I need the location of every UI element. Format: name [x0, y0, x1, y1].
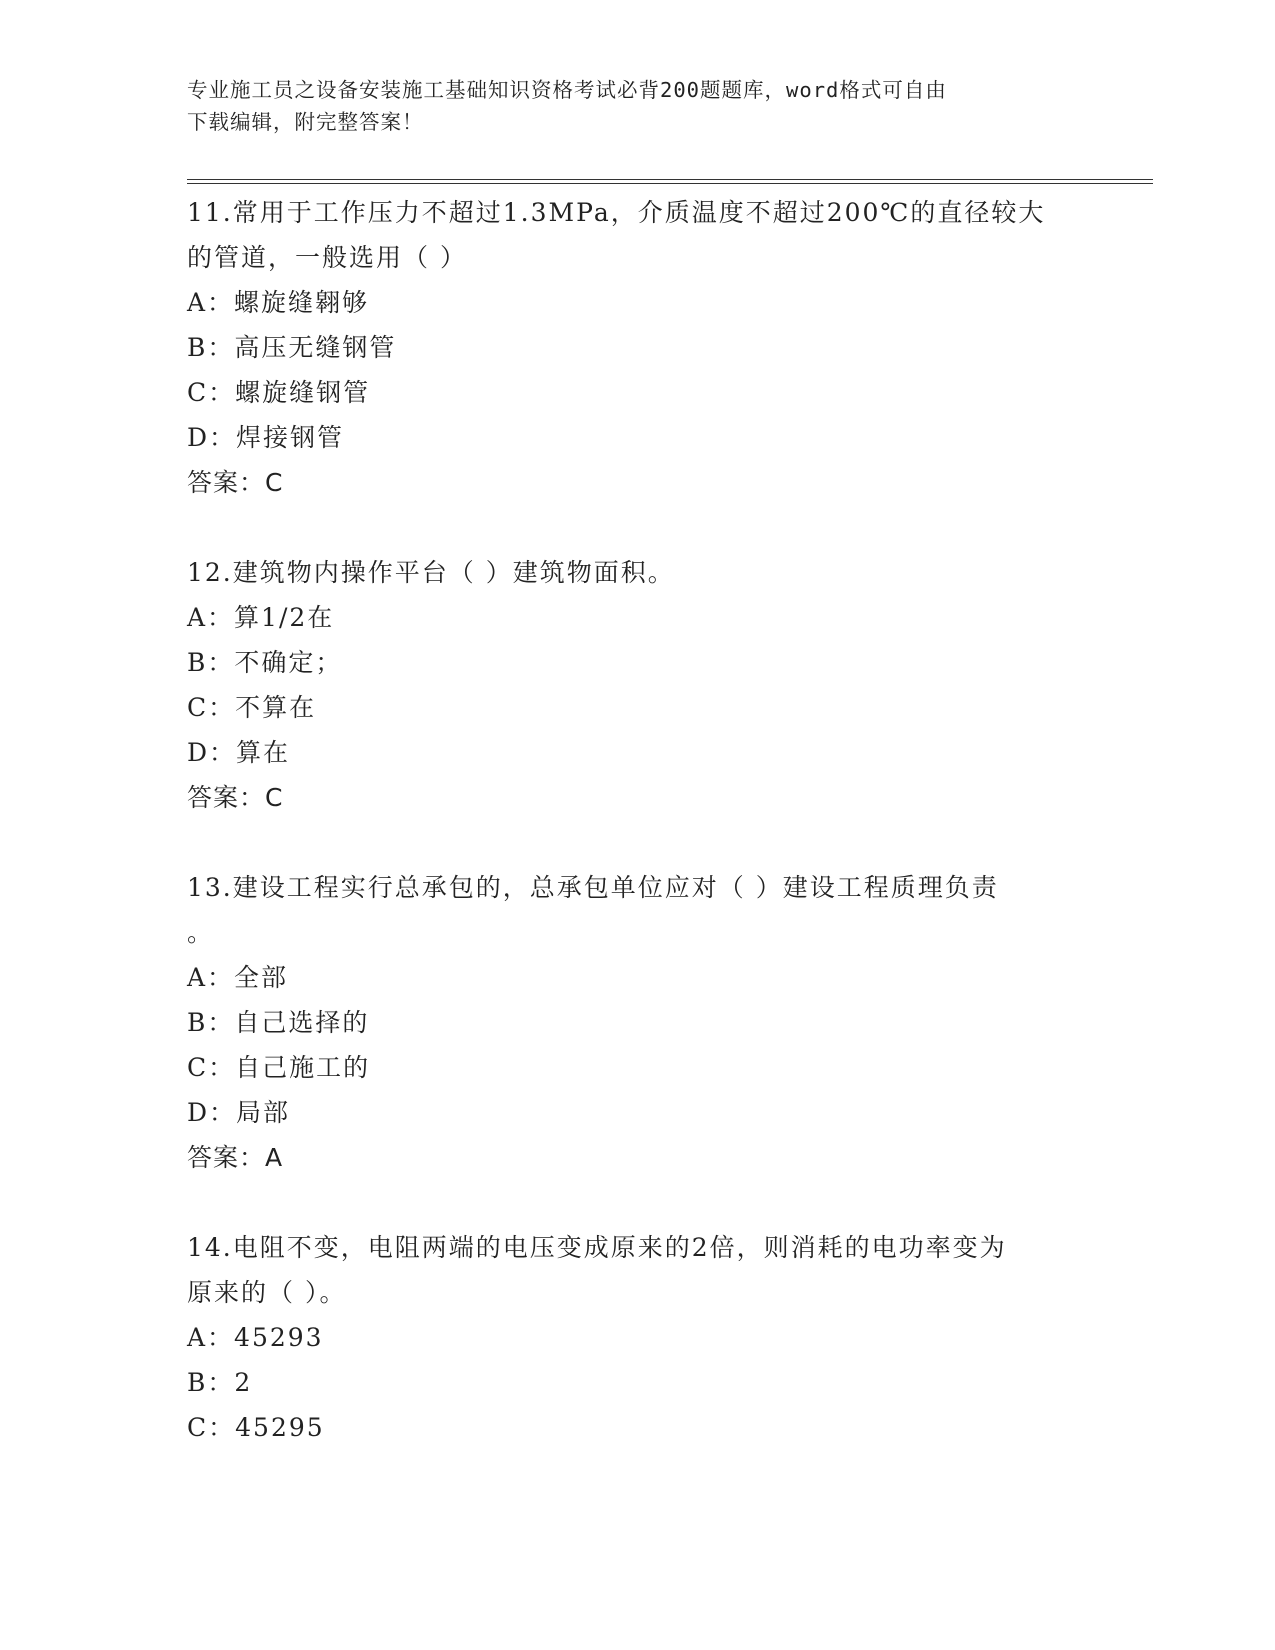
question-stem-line: 原来的（ ）。	[187, 1278, 347, 1307]
question-stem-line: 11.常用于工作压力不超过1.3MPa，介质温度不超过200℃的直径较大	[187, 198, 1046, 227]
answer-line: 答案：C	[187, 468, 284, 497]
question-11	[187, 190, 1087, 505]
question-13	[187, 865, 1087, 1180]
question-stem-line: 14.电阻不变，电阻两端的电压变成原来的2倍，则消耗的电功率变为	[187, 1233, 1007, 1262]
option-c: C：45295	[187, 1413, 325, 1442]
question-stem-line: 12.建筑物内操作平台（ ）建筑物面积。	[187, 558, 675, 587]
header-line-1: 专业施工员之设备安装施工基础知识资格考试必背200题题库，word格式可自由	[187, 78, 947, 102]
option-c: C：螺旋缝钢管	[187, 378, 371, 407]
option-b: B：2	[187, 1368, 253, 1397]
header-divider-bottom	[187, 183, 1153, 184]
question-stem-line: 13.建设工程实行总承包的，总承包单位应对（ ）建设工程质理负责	[187, 873, 999, 902]
header-divider-top	[187, 179, 1153, 180]
answer-line: 答案：C	[187, 783, 284, 812]
question-spacer	[187, 820, 1087, 865]
header-line-2: 下载编辑，附完整答案！	[187, 110, 424, 134]
option-c: C：自己施工的	[187, 1053, 371, 1082]
question-stem-line: 的管道，一般选用（ ）	[187, 243, 467, 272]
option-c: C：不算在	[187, 693, 317, 722]
question-12	[187, 550, 1087, 820]
question-14	[187, 1225, 1087, 1450]
document-header	[187, 74, 1087, 138]
option-a: A：全部	[187, 963, 289, 992]
option-a: A：45293	[187, 1323, 324, 1352]
question-stem-line: 。	[187, 918, 215, 947]
question-spacer	[187, 505, 1087, 550]
option-a: A：算1/2在	[187, 603, 335, 632]
option-b: B：高压无缝钢管	[187, 333, 397, 362]
question-list	[187, 190, 1087, 1450]
answer-line: 答案：A	[187, 1143, 284, 1172]
option-b: B：自己选择的	[187, 1008, 370, 1037]
option-d: D：算在	[187, 738, 291, 767]
question-spacer	[187, 1180, 1087, 1225]
option-b: B：不确定；	[187, 648, 343, 677]
option-a: A：螺旋缝翱够	[187, 288, 370, 317]
option-d: D：焊接钢管	[187, 423, 345, 452]
option-d: D：局部	[187, 1098, 291, 1127]
